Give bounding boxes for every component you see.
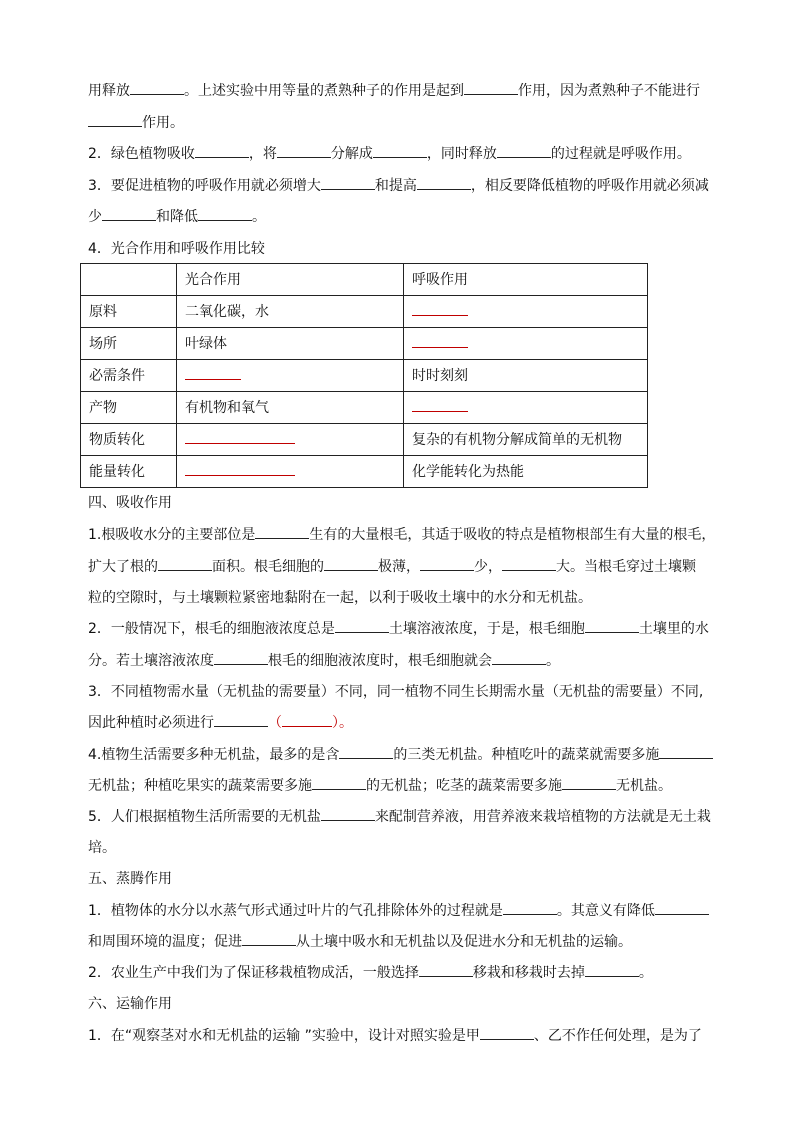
text: 大。当根毛穿过土壤颗 <box>556 559 696 575</box>
text: 分。若土壤溶液浓度 <box>88 653 214 669</box>
text: 的三类无机盐。种植吃叶的蔬菜就需要多施 <box>393 747 660 763</box>
table-header-row <box>81 264 648 296</box>
text: ，同时释放 <box>426 146 497 162</box>
fill-blank <box>324 558 378 571</box>
text-line <box>88 114 184 132</box>
text-line <box>88 82 700 100</box>
text: 3．不同植物需水量（无机盐的需要量）不同，同一植物不同生长期需水量（无机盐的需要量）不同, <box>88 684 704 700</box>
text: 。上述实验中用等量的煮熟种子的作用是起到 <box>184 83 464 99</box>
fill-blank <box>492 652 546 665</box>
section-heading <box>88 995 172 1013</box>
heading-text: 五、蒸腾作用 <box>88 871 172 887</box>
fill-blank <box>412 399 468 412</box>
table-row <box>81 328 648 360</box>
fill-blank <box>417 177 471 190</box>
table-row <box>81 392 648 424</box>
fill-blank <box>412 335 468 348</box>
table-caption: 4．光合作用和呼吸作用比较 <box>88 241 265 257</box>
text: 1.根吸收水分的主要部位是 <box>88 527 256 543</box>
table-cell <box>177 424 404 456</box>
fill-blank <box>312 777 366 790</box>
text: 和周围环境的温度；促进 <box>88 934 242 950</box>
text: 和提高 <box>374 178 417 194</box>
fill-blank <box>503 902 557 915</box>
fill-blank <box>659 746 713 759</box>
text: 根毛的细胞液浓度时，根毛细胞就会 <box>268 653 492 669</box>
text: 、乙不作任何处理，是为了 <box>533 1028 702 1044</box>
section-heading <box>88 870 172 888</box>
text: 来配制营养液，用营养液来栽培植物的方法就是无土栽 <box>374 809 711 825</box>
fill-blank <box>420 558 474 571</box>
fill-blank <box>339 746 393 759</box>
text: （ <box>268 715 282 731</box>
text: 1．在“观察茎对水和无机盐的运输 ”实验中，设计对照实验是甲 <box>88 1028 480 1044</box>
table-cell: 时时刻刻 <box>404 360 648 392</box>
comparison-table <box>80 263 648 488</box>
text-line <box>88 208 266 226</box>
text: 面积。根毛细胞的 <box>212 559 324 575</box>
table-cell <box>177 360 404 392</box>
table-cell <box>404 392 648 424</box>
text: 从土壤中吸水和无机盐以及促进水分和无机盐的运输。 <box>296 934 632 950</box>
fill-blank <box>214 714 268 727</box>
text: ，将 <box>248 146 277 162</box>
text: 2．绿色植物吸收 <box>88 146 195 162</box>
text: 用释放 <box>88 83 130 99</box>
text: ）。 <box>332 715 353 731</box>
section-heading <box>88 494 172 512</box>
fill-blank <box>655 902 709 915</box>
header-cell: 光合作用 <box>177 264 404 296</box>
table-cell: 二氧化碳，水 <box>177 296 404 328</box>
heading-text: 六、运输作用 <box>88 996 172 1012</box>
header-cell <box>81 264 177 296</box>
table-row <box>81 456 648 488</box>
fill-blank <box>585 964 639 977</box>
text: 作用，因为煮熟种子不能进行 <box>518 83 700 99</box>
fill-blank <box>419 964 473 977</box>
text-line <box>88 777 672 795</box>
fill-blank <box>282 714 332 727</box>
text: 粒的空隙时，与土壤颗粒紧密地黏附在一起，以利于吸收土壤中的水分和无机盐。 <box>88 590 592 606</box>
row-label: 能量转化 <box>81 456 177 488</box>
text: 。 <box>252 209 266 225</box>
text-line <box>88 839 116 857</box>
fill-blank <box>88 114 142 127</box>
text: 土壤溶液浓度，于是，根毛细胞 <box>388 621 585 637</box>
fill-blank <box>502 558 556 571</box>
text: 的过程就是呼吸作用。 <box>550 146 691 162</box>
fill-blank <box>480 1027 534 1040</box>
fill-blank <box>185 463 295 476</box>
fill-blank <box>102 208 156 221</box>
text-line <box>88 746 713 764</box>
fill-blank <box>412 303 468 316</box>
fill-blank <box>335 620 389 633</box>
text: 和降低 <box>156 209 198 225</box>
row-label: 必需条件 <box>81 360 177 392</box>
fill-blank <box>321 808 375 821</box>
text-line <box>88 620 709 638</box>
fill-blank <box>321 177 375 190</box>
text: 移栽和移栽时去掉 <box>472 965 585 981</box>
header-cell: 呼吸作用 <box>404 264 648 296</box>
text-line <box>88 964 653 982</box>
table-cell <box>404 328 648 360</box>
text: 。 <box>546 653 560 669</box>
fill-blank <box>185 431 295 444</box>
fill-blank <box>158 558 212 571</box>
text: ，相反要降低植物的呼吸作用就必须减 <box>470 178 709 194</box>
fill-blank <box>130 82 184 95</box>
table-cell <box>404 296 648 328</box>
fill-blank <box>242 933 296 946</box>
text: 分解成 <box>330 146 373 162</box>
fill-blank <box>195 145 249 158</box>
fill-blank <box>214 652 268 665</box>
text: 2．农业生产中我们为了保证移栽植物成活，一般选择 <box>88 965 419 981</box>
heading-text: 四、吸收作用 <box>88 495 172 511</box>
text-line <box>88 145 691 163</box>
fill-blank <box>373 145 427 158</box>
text: 。其意义有降低 <box>556 903 655 919</box>
text: 2．一般情况下，根毛的细胞液浓度总是 <box>88 621 335 637</box>
text: 5．人们根据植物生活所需要的无机盐 <box>88 809 321 825</box>
text-line <box>88 240 265 258</box>
table-row <box>81 296 648 328</box>
text-line <box>88 808 711 826</box>
fill-blank <box>562 777 616 790</box>
text: 1．植物体的水分以水蒸气形式通过叶片的气孔排除体外的过程就是 <box>88 903 503 919</box>
table-cell: 叶绿体 <box>177 328 404 360</box>
text: 土壤里的水 <box>638 621 709 637</box>
row-label: 物质转化 <box>81 424 177 456</box>
text-line <box>88 902 709 920</box>
text: 少， <box>474 559 502 575</box>
text-line <box>88 1027 702 1045</box>
table-row <box>81 360 648 392</box>
text: 4.植物生活需要多种无机盐，最多的是含 <box>88 747 340 763</box>
table-row <box>81 424 648 456</box>
fill-blank <box>497 145 551 158</box>
text-line <box>88 589 592 607</box>
text: 生有的大量根毛，其适于吸收的特点是植物根部生有大量的根毛， <box>309 527 716 543</box>
text: 无机盐；种植吃果实的蔬菜需要多施 <box>88 778 312 794</box>
table-cell: 有机物和氧气 <box>177 392 404 424</box>
fill-blank <box>277 145 331 158</box>
fill-blank <box>198 208 252 221</box>
table-cell: 化学能转化为热能 <box>404 456 648 488</box>
row-label: 原料 <box>81 296 177 328</box>
text: 的无机盐；吃茎的蔬菜需要多施 <box>366 778 562 794</box>
text: 作用。 <box>142 115 184 131</box>
text: 培。 <box>88 840 116 856</box>
text-line <box>88 683 703 701</box>
fill-blank <box>464 82 518 95</box>
table-cell: 复杂的有机物分解成简单的无机物 <box>404 424 648 456</box>
text: 少 <box>88 209 102 225</box>
text: 3．要促进植物的呼吸作用就必须增大 <box>88 178 321 194</box>
text: 因此种植时必须进行 <box>88 715 214 731</box>
table-cell <box>177 456 404 488</box>
text-line <box>88 526 715 544</box>
text: 无机盐。 <box>616 778 672 794</box>
text-line <box>88 933 632 951</box>
text-line <box>88 714 353 732</box>
row-label: 场所 <box>81 328 177 360</box>
text-line <box>88 558 696 576</box>
text-line <box>88 177 709 195</box>
text-line <box>88 652 560 670</box>
fill-blank <box>585 620 639 633</box>
row-label: 产物 <box>81 392 177 424</box>
fill-blank <box>255 526 309 539</box>
text: 极薄， <box>378 559 420 575</box>
text: 。 <box>638 965 653 981</box>
text: 扩大了根的 <box>88 559 158 575</box>
fill-blank <box>185 367 241 380</box>
